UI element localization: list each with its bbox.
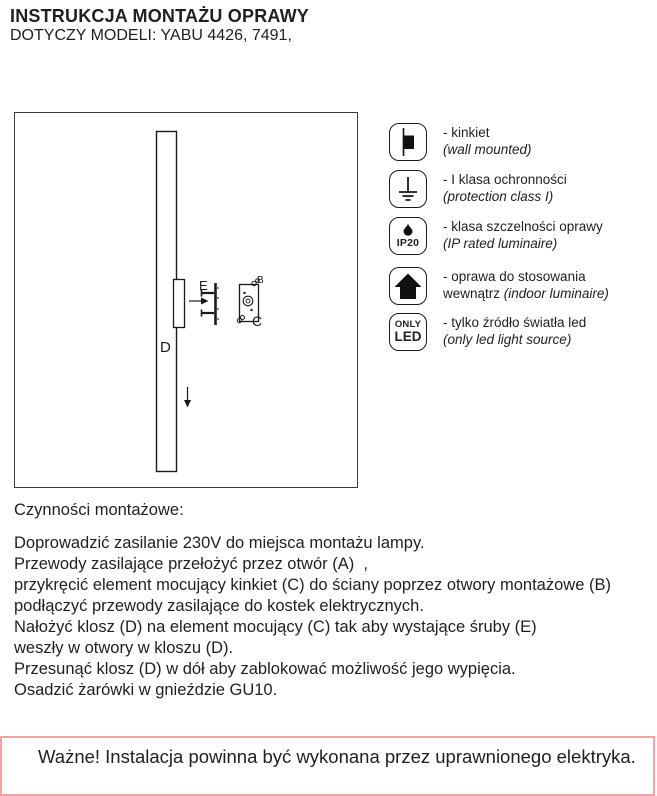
page-subtitle: DOTYCZY MODELI: YABU 4426, 7491, (10, 27, 292, 44)
only-led-badge-top: ONLY (394, 319, 422, 330)
arrow-right-icon (189, 298, 209, 305)
legend-row-only-led (389, 313, 657, 355)
legend-label (443, 125, 635, 158)
instructions-heading: Czynności montażowe: (14, 501, 184, 519)
page-title: INSTRUKCJA MONTAŻU OPRAWY (10, 6, 309, 26)
label-b: B (257, 275, 264, 286)
ip20-drop-icon (389, 217, 427, 255)
instruction-line: weszły w otwory w kloszu (D). (14, 639, 234, 657)
house-icon (389, 267, 427, 305)
legend-text-en: (protection class I) (443, 188, 554, 204)
legend-row-protection-class (389, 170, 657, 212)
legend-label (443, 315, 635, 348)
screw-e-bottom (202, 310, 215, 317)
legend-row-wall-mounted (389, 123, 657, 165)
instruction-line: Nałożyć klosz (D) na element mocujący (C) tak aby wystające śruby (E) (14, 618, 537, 636)
legend-text-en: (only led light source) (443, 331, 572, 347)
warning-box (0, 736, 655, 796)
instruction-line: Osadzić żarówki w gnieździe GU10. (14, 681, 278, 699)
legend-label (443, 219, 635, 252)
shade-mount-window (174, 280, 185, 328)
ip20-badge: IP20 (396, 237, 420, 249)
only-led-icon (389, 313, 427, 351)
legend-text-en: (wall mounted) (443, 141, 532, 157)
legend-text-pl: - klasa szczelności oprawy (443, 219, 603, 234)
legend-row-ip-rating (389, 217, 657, 259)
assembly-diagram-drawing (15, 113, 357, 487)
instruction-line: Przewody zasilające przełożyć przez otwór (A) , (14, 555, 368, 573)
instruction-line: podłączyć przewody zasilające do kostek elektrycznych. (14, 597, 424, 615)
only-led-badge-bottom: LED (394, 329, 422, 344)
legend-text-en: (indoor luminaire) (503, 285, 609, 301)
wall-mounted-icon (389, 123, 427, 161)
legend-label (443, 269, 635, 302)
label-d: D (160, 339, 171, 356)
label-e: E (199, 278, 208, 293)
assembly-diagram (14, 112, 358, 488)
legend-text-pl: - tylko źródło światła led (443, 315, 587, 330)
legend-text-en: (IP rated luminaire) (443, 235, 558, 251)
mount-rail (216, 283, 220, 325)
instructions-paragraph (14, 533, 656, 701)
arrow-down-icon (184, 387, 191, 408)
legend-text-pl: - oprawa do stosowania wewnątrz (443, 269, 586, 301)
earth-ground-icon (389, 170, 427, 208)
warning-text: Ważne! Instalacja powinna być wykonana przez uprawnionego elektryka. (38, 746, 636, 767)
instruction-line: Doprowadzić zasilanie 230V do miejsca montażu lampy. (14, 534, 425, 552)
legend-text-pl: - kinkiet (443, 125, 490, 140)
label-c: C (252, 313, 263, 329)
legend-label (443, 172, 635, 205)
legend-row-indoor (389, 267, 657, 309)
legend-text-pl: - I klasa ochronności (443, 172, 567, 187)
instruction-line: Przesunąć klosz (D) w dół aby zablokować możliwość jego wypięcia. (14, 660, 516, 678)
instruction-line: przykręcić element mocujący kinkiet (C) do ściany poprzez otwory montażowe (B) (14, 576, 611, 594)
legend (389, 118, 657, 363)
